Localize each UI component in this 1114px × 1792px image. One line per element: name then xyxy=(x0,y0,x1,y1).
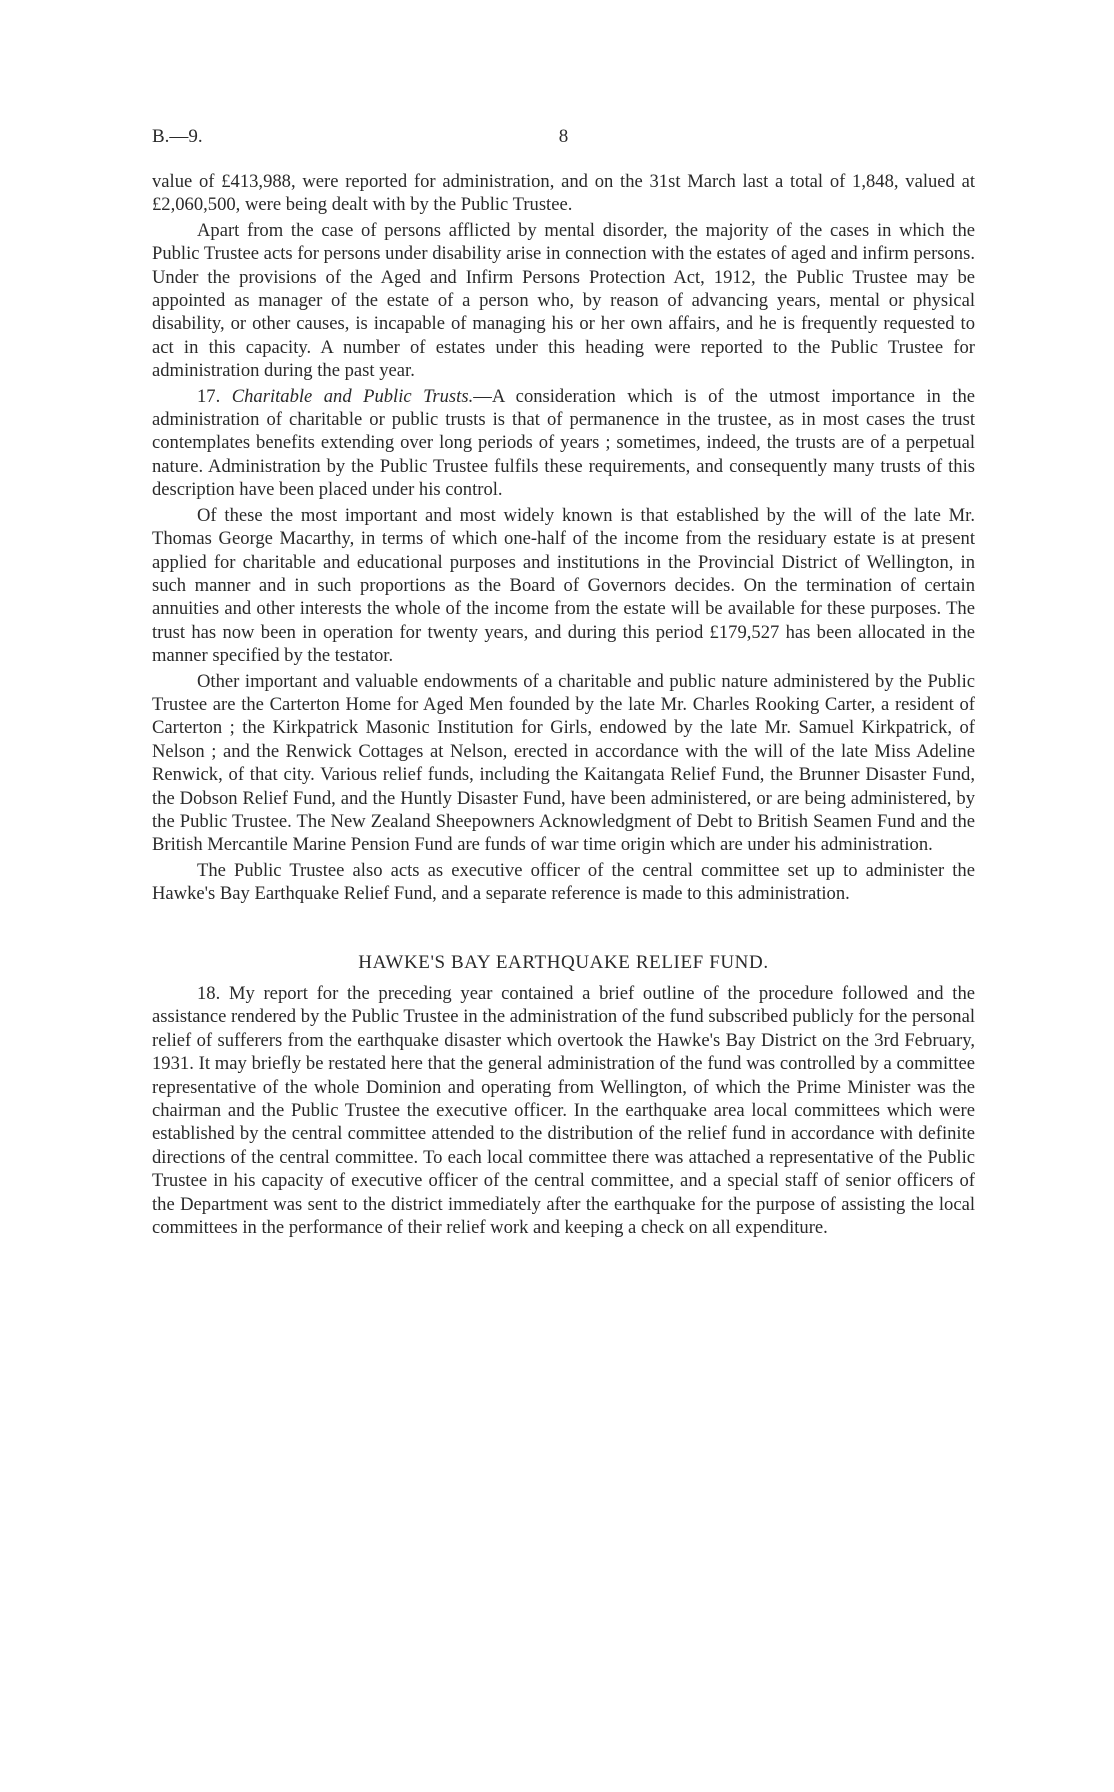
document-reference: B.—9. xyxy=(152,126,203,147)
paragraph-title: Charitable and Public Trusts. xyxy=(231,385,474,407)
page-header xyxy=(152,126,975,156)
paragraph-macarthy-trust: Of these the most important and most widely known is that established by the will of the late Mr. Thomas George Macarthy, in terms of which one-half of the income from the residuary estate is at present applied for charitable and educational purposes and institutions in the Provincial District of Wellington, in such manner and in such proportions as the Board of Governors decides. On the termination of certain annuities and other interests the whole of the income from the estate will be available for these purposes. The trust has now been in operation for twenty years, and during this period £179,527 has been allocated in the manner specified by the testator. xyxy=(152,504,975,667)
section-heading: HAWKE'S BAY EARTHQUAKE RELIEF FUND. xyxy=(358,951,769,973)
paragraph-charitable-trusts xyxy=(152,385,975,502)
paragraph-continuation: value of £413,988, were reported for administration, and on the 31st March last a total of 1,848, valued at £2,060,500, were being dealt with by the Public Trustee. xyxy=(152,171,975,216)
body-text xyxy=(152,170,975,1239)
paragraph-number: 17. xyxy=(197,385,221,407)
paragraph-endowments: Other important and valuable endowments of a charitable and public nature administered by the Public Trustee are the Carterton Home for Aged Men founded by the late Mr. Charles Rooking Carter, a resident of Carterton ; the Kirkpatrick Masonic Institution for Girls, endowed by the late Mr. Samuel Kirkpatrick, of Nelson ; and the Renwick Cottages at Nelson, erected in accordance with the will of the late Miss Adeline Renwick, of that city. Various relief funds, including the Kaitangata Relief Fund, the Brunner Disaster Fund, the Dobson Relief Fund, and the Huntly Disaster Fund, have been administered, or are being administered, by the Public Trustee. The New Zealand Sheepowners Acknowledgment of Debt to British Seamen Fund and the British Mercantile Marine Pension Fund are funds of war time origin which are under his administration. xyxy=(152,670,975,856)
document-page xyxy=(152,126,975,1239)
paragraph-earthquake-relief: 18. My report for the preceding year contained a brief outline of the procedure followed and the assistance rendered by the Public Trustee in the administration of the fund subscribed publicly for the personal relief of sufferers from the earthquake disaster which overtook the Hawke's Bay District on the 3rd February, 1931. It may briefly be restated here that the general administration of the fund was controlled by a committee representative of the whole Dominion and operating from Wellington, of which the Prime Minister was the chairman and the Public Trustee the executive officer. In the earthquake area local committees which were established by the central committee attended to the distribution of the relief fund in accordance with definite directions of the central committee. To each local committee there was attached a representative of the Public Trustee in his capacity of executive officer of the central committee, and a special staff of senior officers of the Department was sent to the district immediately after the earthquake for the purpose of assisting the local committees in the performance of their relief work and keeping a check on all expenditure. xyxy=(152,983,975,1239)
paragraph-text: —A consideration which is of the utmost importance in the administration of charitable or public trusts is that of permanence in the trustee, as in most cases the trust contemplates benefits extending over long periods of years ; sometimes, indeed, the trusts are of a perpetual nature. Administration by the Public Trustee fulfils these requirements, and consequently many trusts of this description have been placed under his control. xyxy=(152,385,975,501)
paragraph-executive-officer: The Public Trustee also acts as executive officer of the central committee set up to administer the Hawke's Bay Earthquake Relief Fund, and a separate reference is made to this administration. xyxy=(152,859,975,905)
paragraph-aged-infirm: Apart from the case of persons afflicted by mental disorder, the majority of the cases in which the Public Trustee acts for persons under disability arise in connection with the estates of aged and infirm persons. Under the provisions of the Aged and Infirm Persons Protection Act, 1912, the Public Trustee may be appointed as manager of the estate of a person who, by reason of advancing years, mental or physical disability, or other causes, is incapable of managing his or her own affairs, and he is frequently requested to act in this capacity. A number of estates under this heading were reported to the Public Trustee for administration during the past year. xyxy=(152,219,975,382)
page-number: 8 xyxy=(558,126,569,147)
